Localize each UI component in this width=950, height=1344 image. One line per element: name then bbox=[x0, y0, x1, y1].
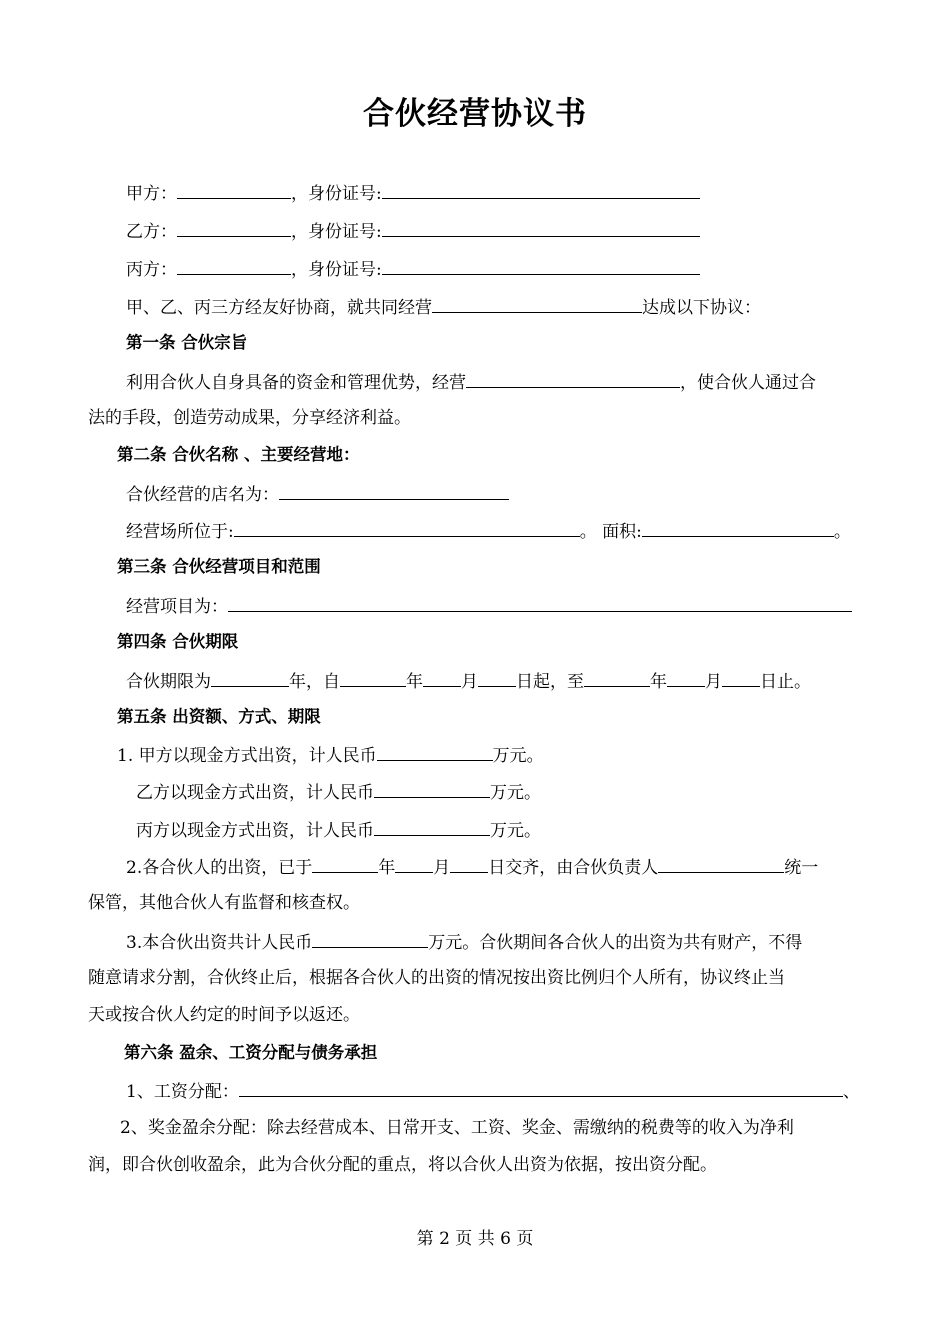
party-c-invest-blank[interactable] bbox=[374, 817, 490, 836]
party-c-label: 丙方： bbox=[126, 260, 177, 280]
party-a-id-blank[interactable] bbox=[382, 180, 700, 199]
total-before: 3.本合伙出资共计人民币 bbox=[126, 933, 313, 953]
article-1-heading: 第一条 合伙宗旨 bbox=[126, 333, 248, 352]
party-c-invest-label: 丙方以现金方式出资，计人民币 bbox=[136, 821, 374, 841]
page-number: 第 2 页 共 6 页 bbox=[416, 1229, 534, 1249]
store-name-label: 合伙经营的店名为： bbox=[126, 485, 279, 505]
end-day-blank[interactable] bbox=[722, 668, 760, 687]
paid-day-blank[interactable] bbox=[450, 854, 488, 873]
term-year-from: 年，自 bbox=[289, 672, 340, 692]
party-b-label: 乙方： bbox=[126, 222, 177, 242]
intro-before: 甲、乙、丙三方经友好协商，就共同经营 bbox=[126, 298, 432, 318]
total-line2: 随意请求分割，合伙终止后，根据各合伙人的出资的情况按出资比例归个人所有，协议终止当 bbox=[88, 968, 785, 988]
end-year-blank[interactable] bbox=[584, 668, 650, 687]
paid-year-blank[interactable] bbox=[312, 854, 378, 873]
responsible-person-blank[interactable] bbox=[658, 854, 784, 873]
start-day-label: 日起，至 bbox=[516, 672, 584, 692]
article-1-after: ，使合伙人通过合 bbox=[680, 373, 816, 393]
document-title: 合伙经营协议书 bbox=[363, 96, 587, 132]
contribution-line1 bbox=[126, 854, 818, 880]
paid-day-label: 日交齐，由合伙负责人 bbox=[488, 858, 659, 878]
party-c-line bbox=[126, 256, 700, 282]
party-a-invest-unit: 万元。 bbox=[492, 746, 544, 766]
bonus-line1: 2、奖金盈余分配：除去经营成本、日常开支、工资、奖金、需缴纳的税费等的收入为净利 bbox=[120, 1118, 794, 1138]
party-c-name-blank[interactable] bbox=[177, 256, 291, 275]
store-name-line bbox=[126, 481, 509, 507]
area-blank[interactable] bbox=[642, 518, 834, 537]
article-4-heading: 第四条 合伙期限 bbox=[117, 632, 239, 651]
total-after: 万元。合伙期间各合伙人的出资为共有财产，不得 bbox=[428, 933, 803, 953]
party-b-id-blank[interactable] bbox=[382, 218, 700, 237]
intro-line bbox=[126, 294, 761, 320]
article-1-before: 利用合伙人自身具备的资金和管理优势，经营 bbox=[126, 373, 466, 393]
end-day-label: 日止。 bbox=[760, 672, 811, 692]
wage-line bbox=[126, 1078, 860, 1104]
article-5-heading: 第五条 出资额、方式、期限 bbox=[117, 707, 321, 726]
party-c-invest-unit: 万元。 bbox=[490, 821, 541, 841]
total-line1 bbox=[126, 929, 802, 955]
party-a-line bbox=[126, 180, 700, 206]
party-a-label: 甲方： bbox=[126, 184, 177, 204]
paid-month-blank[interactable] bbox=[395, 854, 433, 873]
bonus-line2: 润，即合伙创收盈余，此为合伙分配的重点，将以合伙人出资为依据，按出资分配。 bbox=[88, 1155, 717, 1175]
contribution-before: 2.各合伙人的出资，已于 bbox=[126, 858, 313, 878]
term-years-blank[interactable] bbox=[211, 668, 289, 687]
intro-after: 达成以下协议： bbox=[642, 298, 761, 318]
area-label: 。 面积: bbox=[579, 522, 642, 542]
party-a-invest-line bbox=[117, 742, 544, 768]
items-label: 经营项目为： bbox=[126, 597, 228, 617]
party-c-id-label: ，身份证号: bbox=[291, 260, 382, 280]
party-b-invest-blank[interactable] bbox=[374, 779, 490, 798]
article-6-heading: 第六条 盈余、工资分配与债务承担 bbox=[124, 1043, 378, 1062]
article-2-heading: 第二条 合伙名称 、主要经营地： bbox=[117, 445, 360, 464]
location-label: 经营场所位于: bbox=[126, 522, 234, 542]
contribution-after: 统一 bbox=[784, 858, 819, 878]
wage-end: 、 bbox=[842, 1082, 860, 1102]
location-end: 。 bbox=[833, 522, 851, 542]
total-amount-blank[interactable] bbox=[312, 929, 428, 948]
party-c-invest-line bbox=[136, 817, 541, 843]
term-line bbox=[126, 668, 811, 694]
party-b-invest-unit: 万元。 bbox=[490, 783, 541, 803]
paid-month-label: 月 bbox=[433, 858, 451, 878]
article-1-para-line1 bbox=[126, 369, 816, 395]
party-c-id-blank[interactable] bbox=[382, 256, 700, 275]
party-b-id-label: ，身份证号: bbox=[291, 222, 382, 242]
business-blank[interactable] bbox=[432, 294, 642, 313]
start-month-label: 月 bbox=[461, 672, 478, 692]
items-line bbox=[126, 593, 852, 619]
party-b-line bbox=[126, 218, 700, 244]
total-line3: 天或按合伙人约定的时间予以返还。 bbox=[88, 1005, 360, 1025]
end-year-label: 年 bbox=[650, 672, 667, 692]
end-month-blank[interactable] bbox=[667, 668, 705, 687]
term-label: 合伙期限为 bbox=[126, 672, 211, 692]
party-b-invest-label: 乙方以现金方式出资，计人民币 bbox=[136, 783, 374, 803]
start-month-blank[interactable] bbox=[423, 668, 461, 687]
article-3-heading: 第三条 合伙经营项目和范围 bbox=[117, 557, 321, 576]
start-year-blank[interactable] bbox=[340, 668, 406, 687]
wage-label: 1、工资分配： bbox=[126, 1082, 239, 1102]
items-blank[interactable] bbox=[228, 593, 852, 612]
start-year-label: 年 bbox=[406, 672, 423, 692]
contribution-line2: 保管，其他合伙人有监督和核查权。 bbox=[88, 893, 360, 913]
party-a-id-label: ，身份证号: bbox=[291, 184, 382, 204]
start-day-blank[interactable] bbox=[478, 668, 516, 687]
location-line bbox=[126, 518, 851, 544]
location-blank[interactable] bbox=[234, 518, 580, 537]
party-b-name-blank[interactable] bbox=[177, 218, 291, 237]
article-1-para-line2: 法的手段，创造劳动成果，分享经济利益。 bbox=[88, 408, 411, 428]
paid-year-label: 年 bbox=[378, 858, 396, 878]
wage-blank[interactable] bbox=[239, 1078, 843, 1097]
end-month-label: 月 bbox=[705, 672, 722, 692]
store-name-blank[interactable] bbox=[279, 481, 509, 500]
party-b-invest-line bbox=[136, 779, 541, 805]
party-a-invest-blank[interactable] bbox=[377, 742, 493, 761]
party-a-name-blank[interactable] bbox=[177, 180, 291, 199]
party-a-invest-label: 1. 甲方以现金方式出资，计人民币 bbox=[117, 746, 377, 766]
purpose-blank[interactable] bbox=[466, 369, 680, 388]
